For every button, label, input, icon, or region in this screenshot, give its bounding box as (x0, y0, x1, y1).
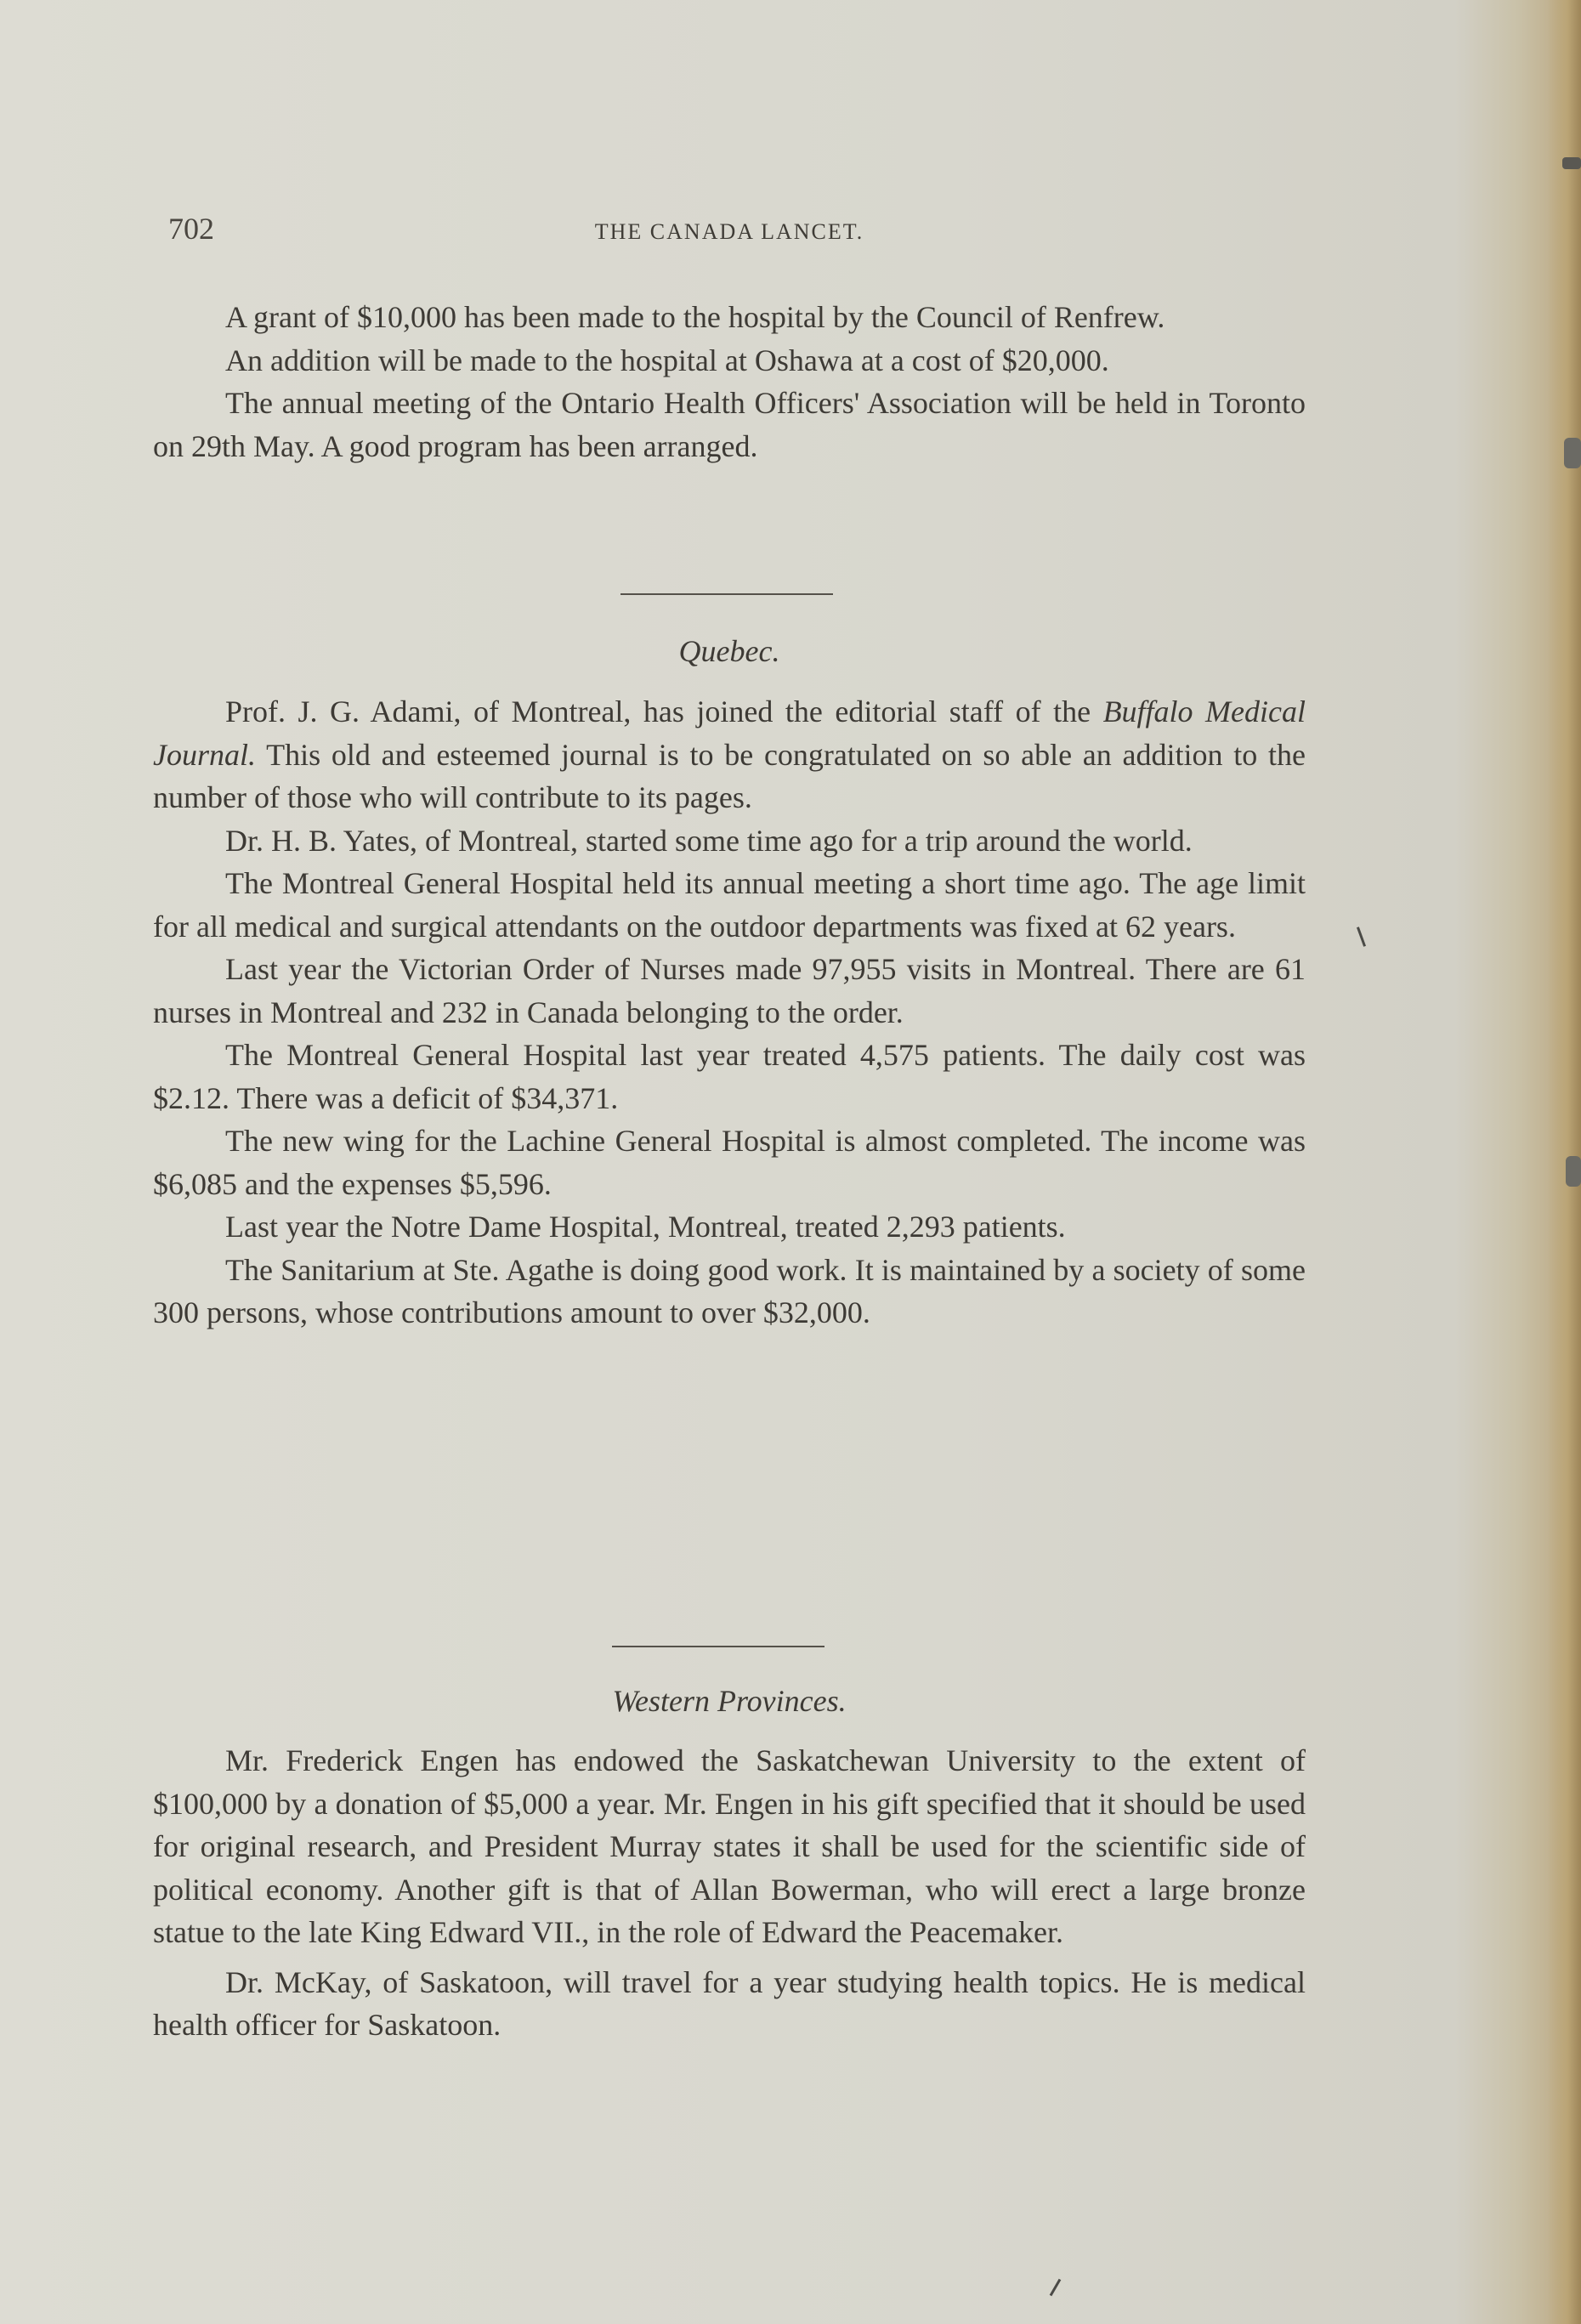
paragraph: Dr. H. B. Yates, of Montreal, started some time ago for a trip around the world. (225, 823, 1193, 858)
binding-mark (1562, 157, 1581, 169)
paragraph: The annual meeting of the Ontario Health Officers' Association will be held in Toronto on 29th May. A good program has been arranged. (153, 386, 1306, 463)
section-heading-quebec: Quebec. (678, 634, 780, 668)
paragraph: The Sanitarium at Ste. Agathe is doing good work. It is maintained by a society of some 300 persons, whose contributions amount to over $32,000. (153, 1252, 1306, 1329)
page-number: 702 (168, 212, 214, 246)
quebec-section (153, 690, 1306, 1335)
western-section (153, 1739, 1306, 2047)
paragraph: The Montreal General Hospital held its annual meeting a short time ago. The age limit for all medical and surgical attendants on the outdoor departments was fixed at 62 years. (153, 866, 1306, 944)
section-divider (620, 593, 833, 595)
paragraph: Dr. McKay, of Saskatoon, will travel for a year studying health topics. He is medical health officer for Saskatoon. (153, 1964, 1306, 2042)
paragraph: An addition will be made to the hospital at Oshawa at a cost of $20,000. (225, 343, 1109, 377)
binding-mark (1564, 438, 1581, 468)
section-heading-western: Western Provinces. (612, 1684, 847, 1718)
ontario-section (153, 296, 1306, 468)
section-divider (612, 1646, 824, 1647)
journal-title: Buffalo Medical Journal. (153, 694, 1306, 772)
paragraph: Last year the Victorian Order of Nurses made 97,955 visits in Montreal. There are 61 nurses in Montreal and 232 in Canada belonging to the order. (153, 952, 1306, 1029)
paragraph: Mr. Frederick Engen has endowed the Saskatchewan University to the extent of $100,000 by a donation of $5,000 a year. Mr. Engen in his gift specified that it should be used for original research, and President Murray states it shall be used for the scientific side of political economy. Another gift is that of Allan Bowerman, who will erect a large bronze statue to the late King Edward VII., in the role of Edward the Peacemaker. (153, 1743, 1306, 1949)
page-header (153, 211, 1306, 262)
paragraph: The Montreal General Hospital last year treated 4,575 patients. The daily cost was $2.12. There was a deficit of $34,371. (153, 1038, 1306, 1115)
ink-mark (1357, 927, 1366, 947)
paragraph: A grant of $10,000 has been made to the hospital by the Council of Renfrew. (225, 300, 1165, 334)
paragraph (153, 690, 1306, 819)
paragraph-text: Prof. J. G. Adami, of Montreal, has joined the editorial staff of the (225, 694, 1103, 728)
ink-mark (1050, 2279, 1062, 2297)
running-head: THE CANADA LANCET. (594, 219, 864, 244)
paragraph: Last year the Notre Dame Hospital, Montreal, treated 2,293 patients. (225, 1210, 1066, 1244)
binding-mark (1566, 1156, 1581, 1187)
paragraph: The new wing for the Lachine General Hospital is almost completed. The income was $6,085 and the expenses $5,596. (153, 1124, 1306, 1201)
paragraph-text: This old and esteemed journal is to be congratulated on so able an addition to the number of those who will contribute to its pages. (153, 737, 1306, 814)
